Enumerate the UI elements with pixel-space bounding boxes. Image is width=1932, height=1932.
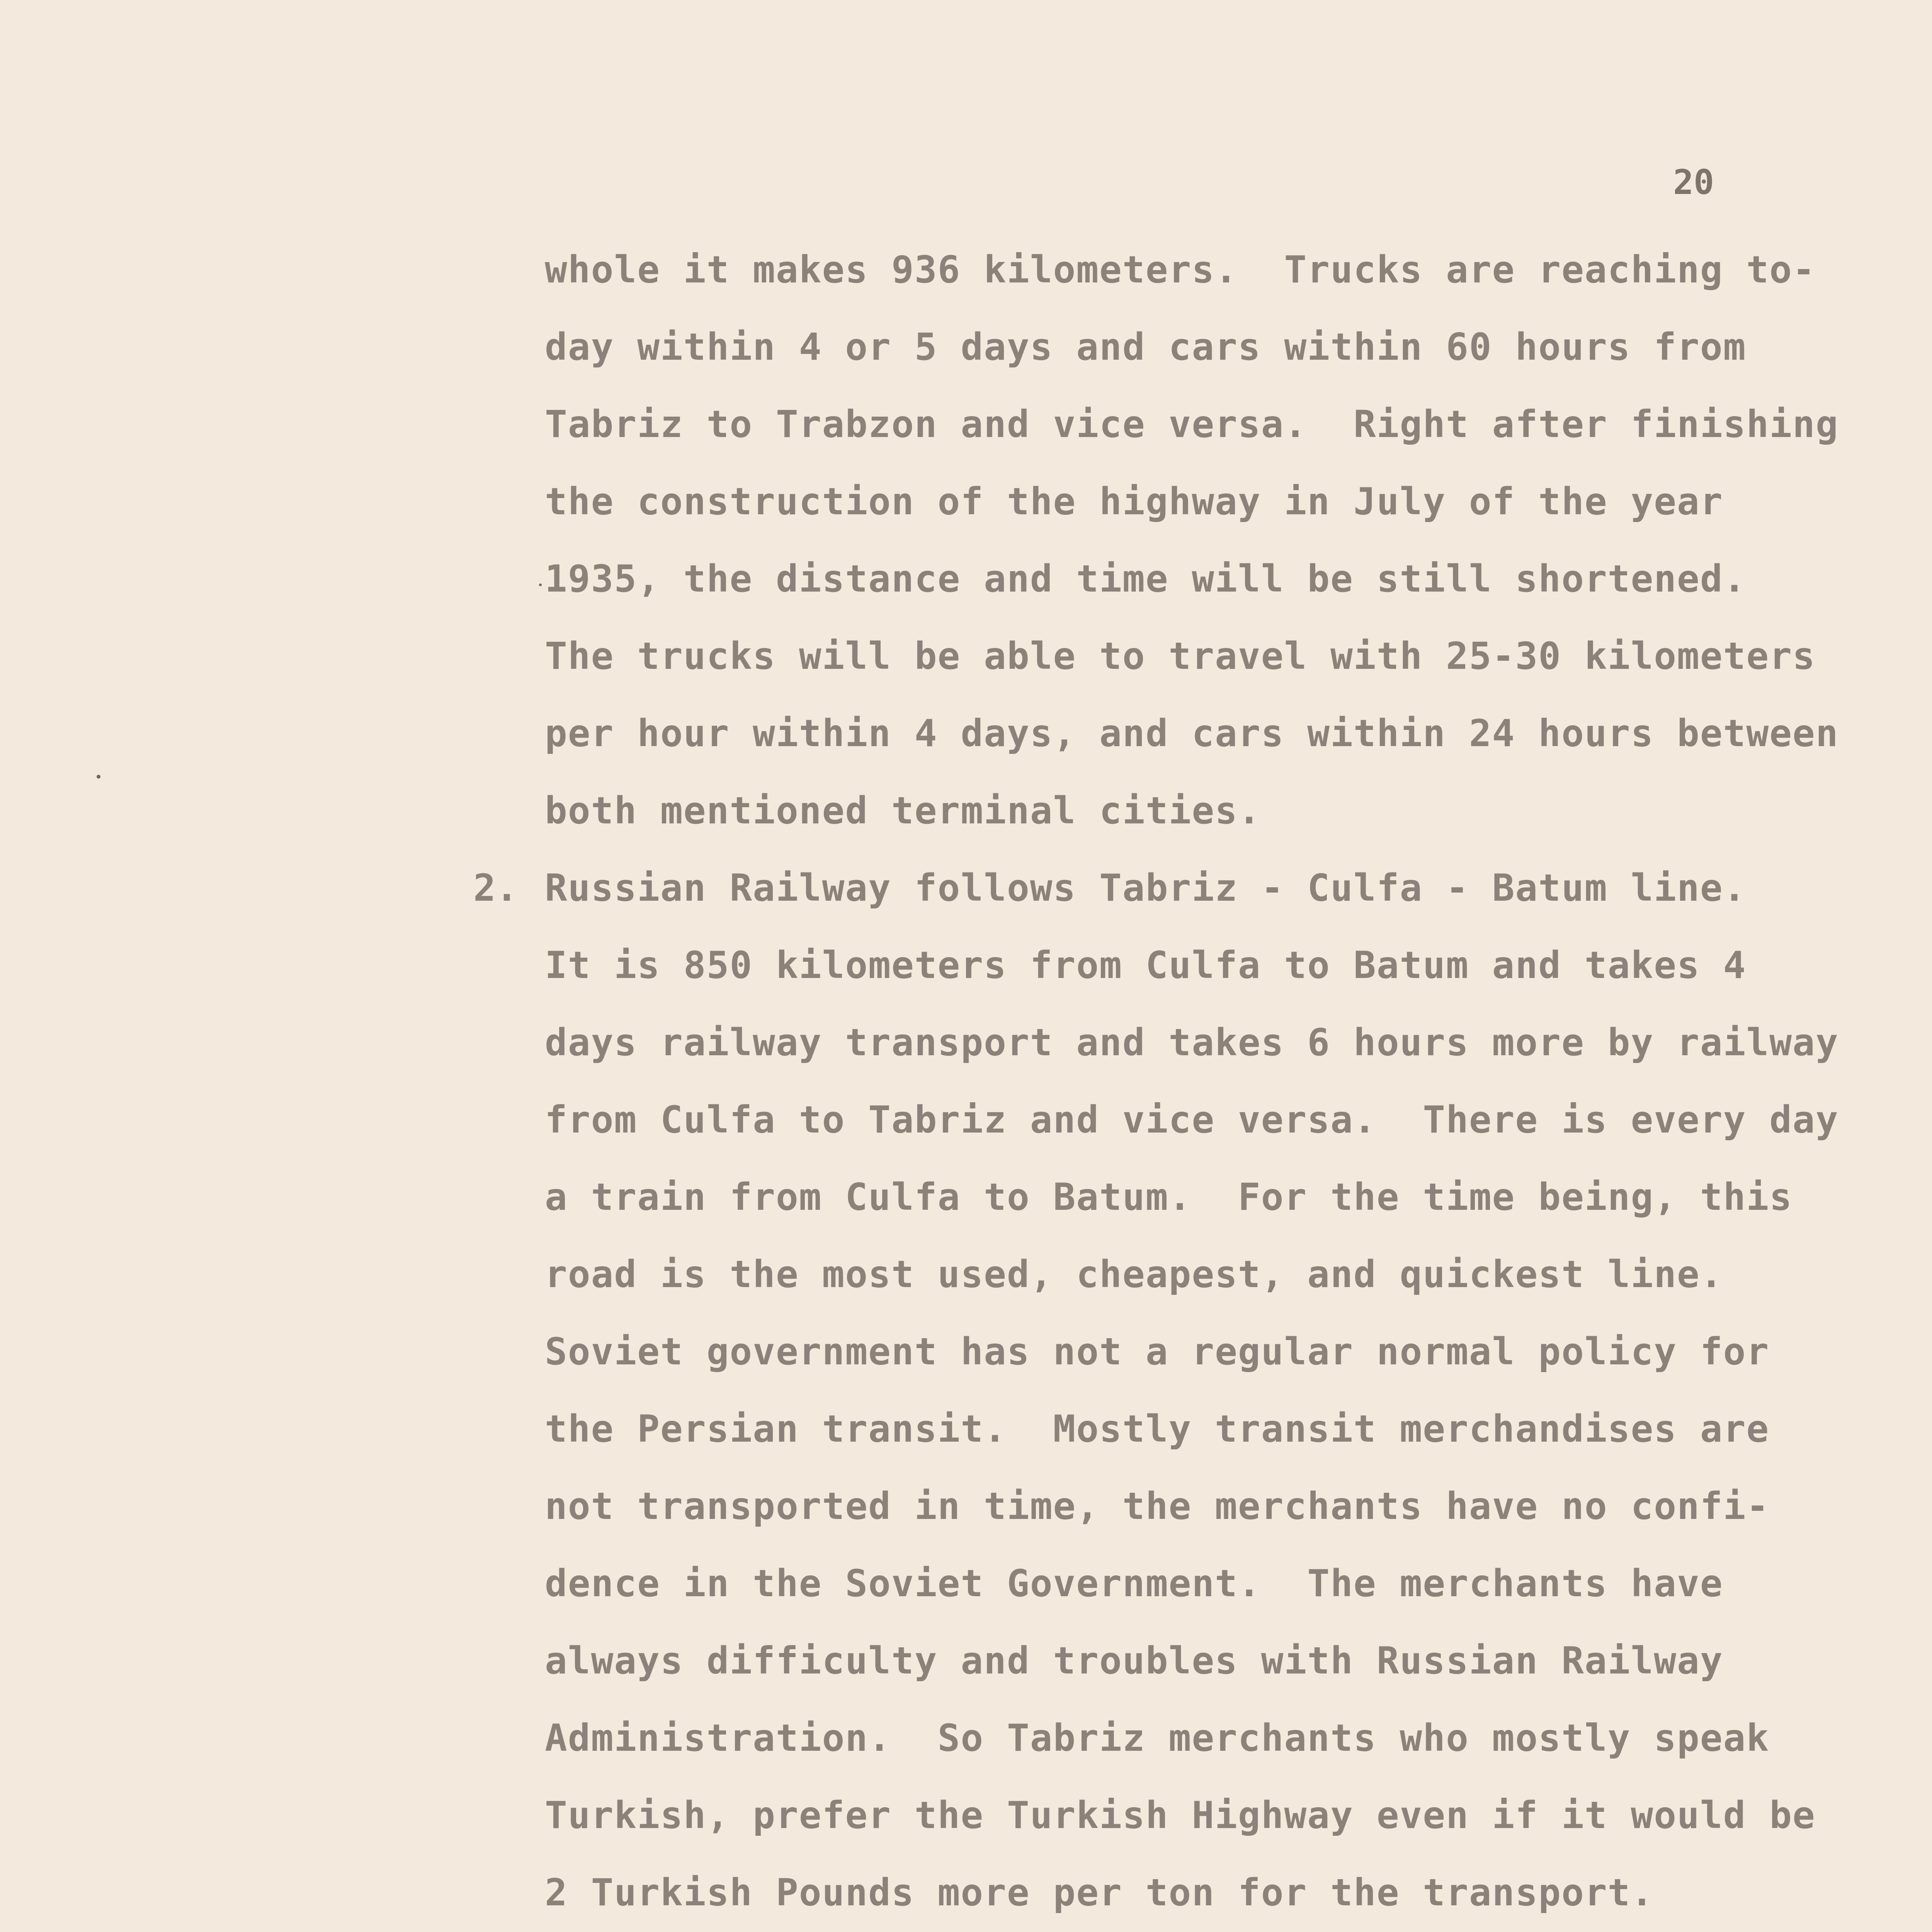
- text-line: per hour within 4 days, and cars within 24 hours between: [545, 712, 1839, 755]
- list-item-line: It is 850 kilometers from Culfa to Batum and takes 4: [545, 944, 1747, 987]
- text-line: The trucks will be able to travel with 25-30 kilometers: [545, 634, 1816, 678]
- paper-speck: [97, 775, 100, 779]
- list-item-line: Administration. So Tabriz merchants who mostly speak: [545, 1716, 1770, 1760]
- list-item-line: dence in the Soviet Government. The merchants have: [545, 1562, 1723, 1605]
- page-number: 20: [1673, 162, 1714, 202]
- list-item-line: the Persian transit. Mostly transit merchandises are: [545, 1407, 1770, 1451]
- paper-speck: [539, 583, 542, 586]
- list-item-line: Russian Railway follows Tabriz - Culfa - Batum line.: [545, 866, 1747, 910]
- list-item-line: from Culfa to Tabriz and vice versa. There is every day: [545, 1098, 1839, 1141]
- list-item-line: Soviet government has not a regular normal policy for: [545, 1330, 1770, 1373]
- text-line: Tabriz to Trabzon and vice versa. Right after finishing: [545, 403, 1839, 446]
- list-item-number: 2.: [473, 866, 518, 910]
- text-line: day within 4 or 5 days and cars within 60 hours from: [545, 325, 1747, 369]
- list-item-line: 2 Turkish Pounds more per ton for the transport.: [545, 1871, 1654, 1914]
- text-line: whole it makes 936 kilometers. Trucks are reaching to-: [545, 248, 1816, 291]
- list-item-line: days railway transport and takes 6 hours more by railway: [545, 1021, 1839, 1064]
- text-line: 1935, the distance and time will be still shortened.: [545, 557, 1747, 600]
- list-item-line: not transported in time, the merchants have no confi-: [545, 1485, 1770, 1528]
- text-line: both mentioned terminal cities.: [545, 789, 1261, 832]
- list-item-line: always difficulty and troubles with Russian Railway: [545, 1639, 1723, 1682]
- list-item-line: road is the most used, cheapest, and quickest line.: [545, 1253, 1723, 1296]
- text-line: the construction of the highway in July of the year: [545, 480, 1723, 523]
- list-item-line: a train from Culfa to Batum. For the time being, this: [545, 1175, 1793, 1219]
- list-item-line: Turkish, prefer the Turkish Highway even if it would be: [545, 1794, 1816, 1837]
